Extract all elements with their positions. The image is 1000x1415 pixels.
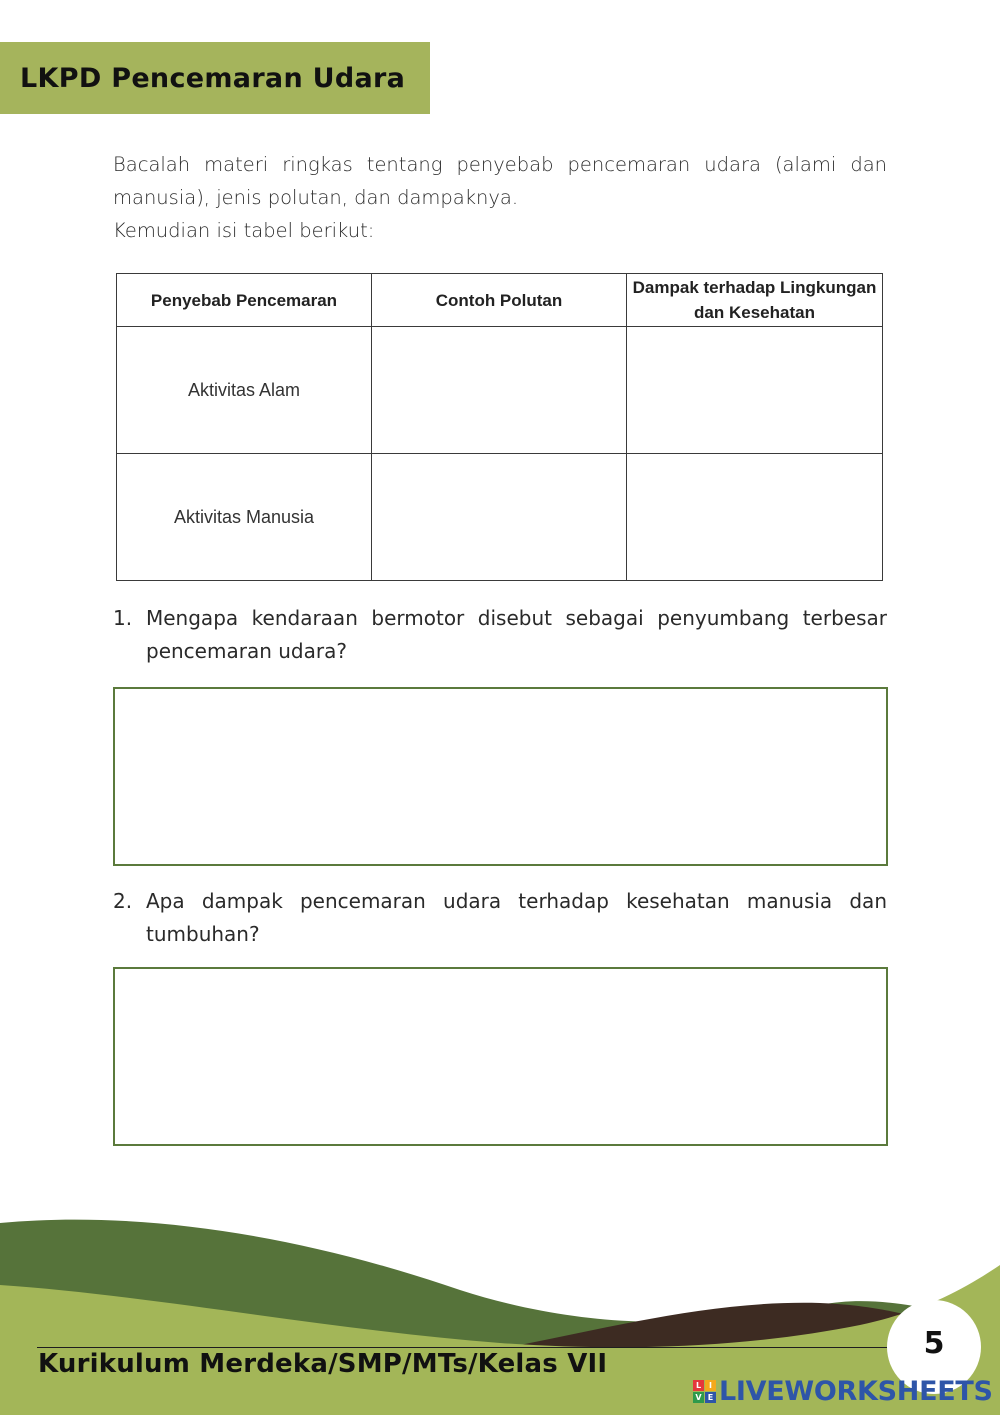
page-number: 5	[923, 1325, 945, 1361]
question-2	[113, 885, 887, 951]
cause-cell: Aktivitas Alam	[117, 327, 372, 454]
footer-divider	[37, 1347, 887, 1348]
question-1	[113, 602, 887, 668]
logo-letter: I	[705, 1380, 716, 1391]
question-text: Mengapa kendaraan bermotor disebut sebagai penyumbang terbesar pencemaran udara?	[146, 606, 887, 663]
instructions	[113, 148, 887, 247]
liveworksheets-icon	[693, 1380, 716, 1403]
column-header-impact: Dampak terhadap Lingkungan dan Kesehatan	[627, 274, 883, 327]
logo-letter: L	[693, 1380, 704, 1391]
answer-box-2[interactable]	[113, 967, 888, 1146]
pollution-table	[116, 273, 883, 581]
table-row	[117, 327, 883, 454]
liveworksheets-wordmark: LIVEWORKSHEETS	[719, 1375, 993, 1407]
column-header-cause: Penyebab Pencemaran	[117, 274, 372, 327]
footer-curriculum: Kurikulum Merdeka/SMP/MTs/Kelas VII	[38, 1349, 608, 1379]
pollutant-answer-cell[interactable]	[372, 454, 627, 581]
impact-answer-cell[interactable]	[627, 327, 883, 454]
page-title: LKPD Pencemaran Udara	[20, 62, 406, 94]
liveworksheets-logo	[693, 1376, 993, 1406]
logo-letter: E	[705, 1392, 716, 1403]
instruction-paragraph: Kemudian isi tabel berikut:	[113, 219, 375, 242]
title-banner	[0, 42, 430, 114]
cause-cell: Aktivitas Manusia	[117, 454, 372, 581]
answer-box-1[interactable]	[113, 687, 888, 866]
question-number: 1.	[113, 606, 133, 630]
instruction-paragraph: Bacalah materi ringkas tentang penyebab pencemaran udara (alami dan manusia), jenis polutan, dan dampaknya.	[113, 153, 887, 209]
impact-answer-cell[interactable]	[627, 454, 883, 581]
question-number: 2.	[113, 889, 133, 913]
pollutant-answer-cell[interactable]	[372, 327, 627, 454]
column-header-pollutant: Contoh Polutan	[372, 274, 627, 327]
table-header-row	[117, 274, 883, 327]
question-text: Apa dampak pencemaran udara terhadap kesehatan manusia dan tumbuhan?	[146, 889, 887, 946]
table-row	[117, 454, 883, 581]
logo-letter: V	[693, 1392, 704, 1403]
